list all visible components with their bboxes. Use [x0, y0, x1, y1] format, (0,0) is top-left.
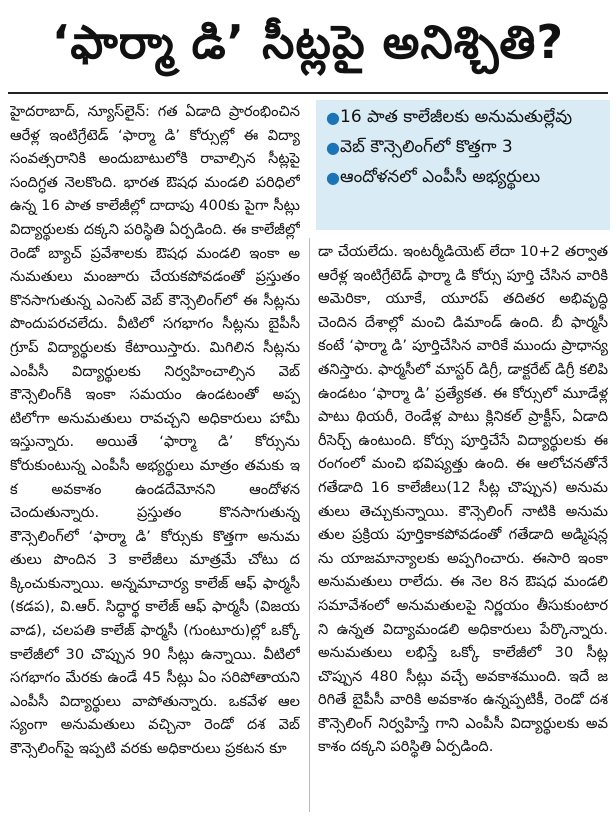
article-column-right	[318, 240, 608, 812]
headline-rule	[8, 92, 608, 94]
highlight-text: వెబ్ కౌన్సెలింగ్‌లో కొత్తగా 3	[340, 137, 513, 157]
article-body-right: డా చేయలేదు. ఇంటర్మీడియెట్ లేదా 10+2 తర్వాత ఆరేళ్ల ఇంటిగ్రేటెడ్ ఫార్మా డి కోర్సు పూర్తి చేసిన వారికి అమెరికా, యూకే, యూరప్ తదితర అభివృద్ధి చెందిన దేశాల్లో మంచి డిమాండ్ ఉంది. బీ ఫార్మసీ కంటే ‘ఫార్మా డి’ పూర్తిచేసిన వారికే ముందు ప్రాధాన్యతనిస్తారు. ఫార్మసీలో మాస్టర్ డిగ్రీ, డాక్టరేట్ డిగ్రీ కలిపి ఉండటం ‘ఫార్మా డి’ ప్రత్యేకత. ఈ కోర్సులో మూడేళ్లపాటు థియరీ, రెండేళ్ల పాటు క్లినికల్ ప్రాక్టీస్, ఏడాది రీసెర్చ్ ఉంటుంది. కోర్సు పూర్తిచేసే విద్యార్థులకు ఈ రంగంలో మంచి భవిష్యత్తు ఉంది. ఈ ఆలోచనతోనే గతేడాది 16 కాలేజీలు(12 సీట్ల చొప్పున) అనుమతులు తెచ్చుకున్నాయి. కౌన్సెలింగ్ నాటికి అనుమతుల ప్రక్రియ పూర్తికాకపోవడంతో గతేడాది అడ్మిషన్లను యాజమాన్యాలకు అప్పగించారు. ఈసారి ఇంకా అనుమతులు రాలేదు. ఈ నెల 8న ఔషధ మండలి సమావేశంలో అనుమతులపై నిర్ణయం తీసుకుంటారని ఉన్నత విద్యామండలి అధికారులు పేర్కొన్నారు. అనుమతులు లభిస్తే ఒక్కో కాలేజీలో 30 సీట్ల చొప్పున 480 సీట్లు వచ్చే అవకాశముంది. ఇదే జరిగితే బైపీసీ వారికి అవకాశం ఉన్నప్పటికీ, రెండో దశ కౌన్సెలింగ్ నిర్వహిస్తే గాని ఎంపీసీ విద్యార్థులకు అవకాశం దక్కని పరిస్థితి ఏర్పడింది.	[318, 243, 608, 756]
highlight-item	[326, 106, 602, 129]
highlight-item	[326, 136, 602, 159]
bullet-icon: ●	[326, 108, 340, 127]
article-column-left	[10, 100, 300, 812]
bullet-icon: ●	[326, 168, 340, 187]
highlight-text: ఆందోళనలో ఎంపీసీ అభ్యర్థులు	[340, 167, 541, 187]
headline: ‘ఫార్మా డి’ సీట్లపై అనిశ్చితి?	[51, 15, 565, 69]
highlight-item	[326, 166, 602, 189]
article-body-left: హైదరాబాద్, న్యూస్‌లైన్: గత ఏడాది ప్రారంభించిన ఆరేళ్ల ఇంటిగ్రేటెడ్ ‘ఫార్మా డి’ కోర్సుల్లో ఈ విద్యా సంవత్సరానికి అందుబాటులోకి రావాల్సిన సీట్లపై సందిగ్ధత నెలకొంది. భారత ఔషధ మండలి పరిధిలో ఉన్న 16 పాత కాలేజీల్లో దాదాపు 400కు పైగా సీట్లు విద్యార్థులకు దక్కని పరిస్థితి ఏర్పడింది. ఈ కాలేజీల్లో రెండో బ్యాచ్ ప్రవేశాలకు ఔషధ మండలి ఇంకా అనుమతులు మంజూరు చేయకపోవడంతో ప్రస్తుతం కొనసాగుతున్న ఎంసెట్ వెబ్ కౌన్సెలింగ్‌లో ఈ సీట్లను పొందుపరచలేదు. వీటిలో సగభాగం సీట్లను బైపీసీ గ్రూప్ విద్యార్థులకు కేటాయిస్తారు. మిగిలిన సీట్లను ఎంపీసీ విద్యార్థులకు నిర్వహించాల్సిన వెబ్ కౌన్సెలింగ్‌కి ఇంకా సమయం ఉండటంతో అప్పటిలోగా అనుమతులు రావచ్చని అధికారులు హామీ ఇస్తున్నారు. అయితే ‘ఫార్మా డి’ కోర్సును కోరుకుంటున్న ఎంపీసీ అభ్యర్థులు మాత్రం తమకు ఇక అవకాశం ఉండదేమోనని ఆందోళన చెందుతున్నారు. ప్రస్తుతం కొనసాగుతున్న కౌన్సెలింగ్‌లో ‘ఫార్మా డి’ కోర్సుకు కొత్తగా అనుమతులు పొందిన 3 కాలేజీలు మాత్రమే చోటు దక్కించుకున్నాయి. అన్నమాచార్య కాలేజ్ ఆఫ్ ఫార్మసీ (కడప), వి.ఆర్. సిద్ధార్థ కాలేజ్ ఆఫ్ ఫార్మసీ (విజయవాడ), చలపతి కాలేజ్ ఫార్మసీ (గుంటూరు)ల్లో ఒక్కో కాలేజీలో 30 చొప్పున 90 సీట్లు ఉన్నాయి. వీటిలో సగభాగం మేరకు ఉండే 45 సీట్లు ఏం సరిపోతాయని ఎంపీసీ విద్యార్థులు వాపోతున్నారు. ఒకవేళ ఆలస్యంగా అనుమతులు వచ్చినా రెండో దశ వెబ్ కౌన్సెలింగ్‌పై ఇప్పటి వరకు అధికారులు ప్రకటన కూ	[10, 103, 300, 758]
highlight-text: 16 పాత కాలేజీలకు అనుమతుల్లేవు	[340, 107, 573, 127]
column-divider	[309, 238, 310, 812]
bullet-icon: ●	[326, 138, 340, 157]
highlights-box	[316, 100, 610, 230]
